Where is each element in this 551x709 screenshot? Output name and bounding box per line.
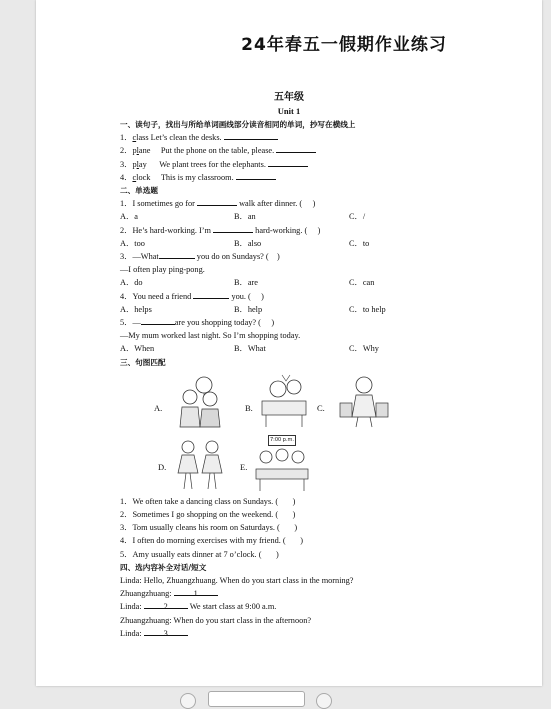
picture-label-b: B.	[245, 402, 253, 413]
s3-item-5: 5．Amy usually eats dinner at 7 o’clock. ( )	[120, 549, 279, 559]
s2-question-1: 1．I sometimes go for walk after dinner. ( )	[120, 199, 316, 209]
s3-item-2: 2．Sometimes I go shopping on the weekend. ( )	[120, 510, 296, 520]
answer-blank[interactable]	[236, 171, 276, 180]
section-3-heading: 三、句图匹配	[120, 357, 166, 367]
picture-b-family-at-table	[256, 373, 312, 429]
s1-item-3: 3．play We plant trees for the elephants.	[120, 158, 520, 171]
s3-item-4: 4．I often do morning exercises with my friend. ( )	[120, 536, 303, 546]
dialogue-line-5: Linda: 3	[120, 627, 520, 640]
s1-item-4: 4．clock This is my classroom.	[120, 171, 520, 184]
answer-blank[interactable]	[159, 250, 195, 259]
s2-question-4: 4．You need a friend you. ( )	[120, 291, 264, 301]
page-navigation	[0, 689, 551, 697]
s2-q5-options: A．When B．What C．Why	[120, 344, 379, 354]
grade-heading: 五年级	[274, 92, 304, 103]
s2-q4-options: A．helps B．help C．to help	[120, 304, 386, 314]
clock-sign: 7:00 p.m.	[268, 435, 296, 446]
document-title: 24年春五一假期作业练习	[241, 35, 447, 55]
answer-blank[interactable]	[213, 224, 253, 233]
dialogue-line-3: Linda: 2 We start class at 9:00 a.m.	[120, 602, 277, 612]
s1-item-1: 1．class Let’s clean the desks.	[120, 131, 520, 144]
picture-c-shopping-bags	[336, 373, 392, 429]
section-4-heading: 四、选内容补全对话/短文	[120, 562, 207, 572]
worksheet-content	[120, 118, 520, 640]
dialogue-blank-1[interactable]: 1	[174, 587, 218, 596]
answer-blank[interactable]	[141, 316, 175, 325]
dialogue-line-2: Zhuangzhuang: 1	[120, 587, 520, 600]
s2-question-3: 3．—What you do on Sundays? ( )	[120, 252, 280, 262]
next-page-button[interactable]	[316, 693, 332, 709]
s2-question-2: 2．He’s hard-working. I’m hard-working. ( )	[120, 225, 321, 235]
picture-e-dinner-at-seven	[254, 435, 310, 493]
unit-heading: Unit 1	[277, 106, 301, 116]
dialogue-line-4: Zhuangzhuang: When do you start class in the afternoon?	[120, 615, 312, 625]
s2-q5-reply: —My mum worked last night. So I’m shopping today.	[120, 331, 301, 341]
picture-a-children-with-balloon	[170, 375, 228, 431]
picture-label-d: D.	[158, 461, 167, 472]
s2-q2-options: A．too B．also C．to	[120, 238, 370, 248]
family-dinner-icon	[254, 447, 310, 493]
dialogue-blank-2[interactable]: 2	[144, 600, 188, 609]
picture-label-e: E.	[240, 461, 248, 472]
picture-grid	[120, 369, 520, 495]
picture-d-dancing-class	[176, 437, 226, 491]
dialogue-blank-3[interactable]: 3	[144, 627, 188, 636]
picture-label-c: C.	[317, 402, 325, 413]
dialogue-line-1: Linda: Hello, Zhuangzhuang. When do you start class in the morning?	[120, 576, 354, 586]
page-number-input[interactable]	[208, 691, 305, 707]
s1-item-2: 2．plane Put the phone on the table, please.	[120, 144, 520, 157]
answer-blank[interactable]	[276, 144, 316, 153]
picture-label-a: A.	[154, 402, 163, 413]
s3-item-1: 1．We often take a dancing class on Sundays. ( )	[120, 496, 296, 506]
answer-blank[interactable]	[193, 290, 229, 299]
s3-item-3: 3．Tom usually cleans his room on Saturdays. ( )	[120, 523, 298, 533]
answer-blank[interactable]	[197, 197, 237, 206]
s2-q1-options: A．a B．an C．/	[120, 212, 366, 222]
section-1-heading: 一、读句子，找出与所给单词画线部分读音相同的单词，抄写在横线上	[120, 120, 356, 129]
document-page	[36, 0, 542, 686]
answer-blank[interactable]	[224, 131, 278, 140]
s2-q3-options: A．do B．are C．can	[120, 278, 375, 288]
s2-question-5: 5．— are you shopping today? ( )	[120, 318, 275, 328]
previous-page-button[interactable]	[180, 693, 196, 709]
answer-blank[interactable]	[268, 158, 308, 167]
section-2-heading: 二、单选题	[120, 186, 158, 196]
s2-q3-reply: —I often play ping-pong.	[120, 265, 205, 275]
